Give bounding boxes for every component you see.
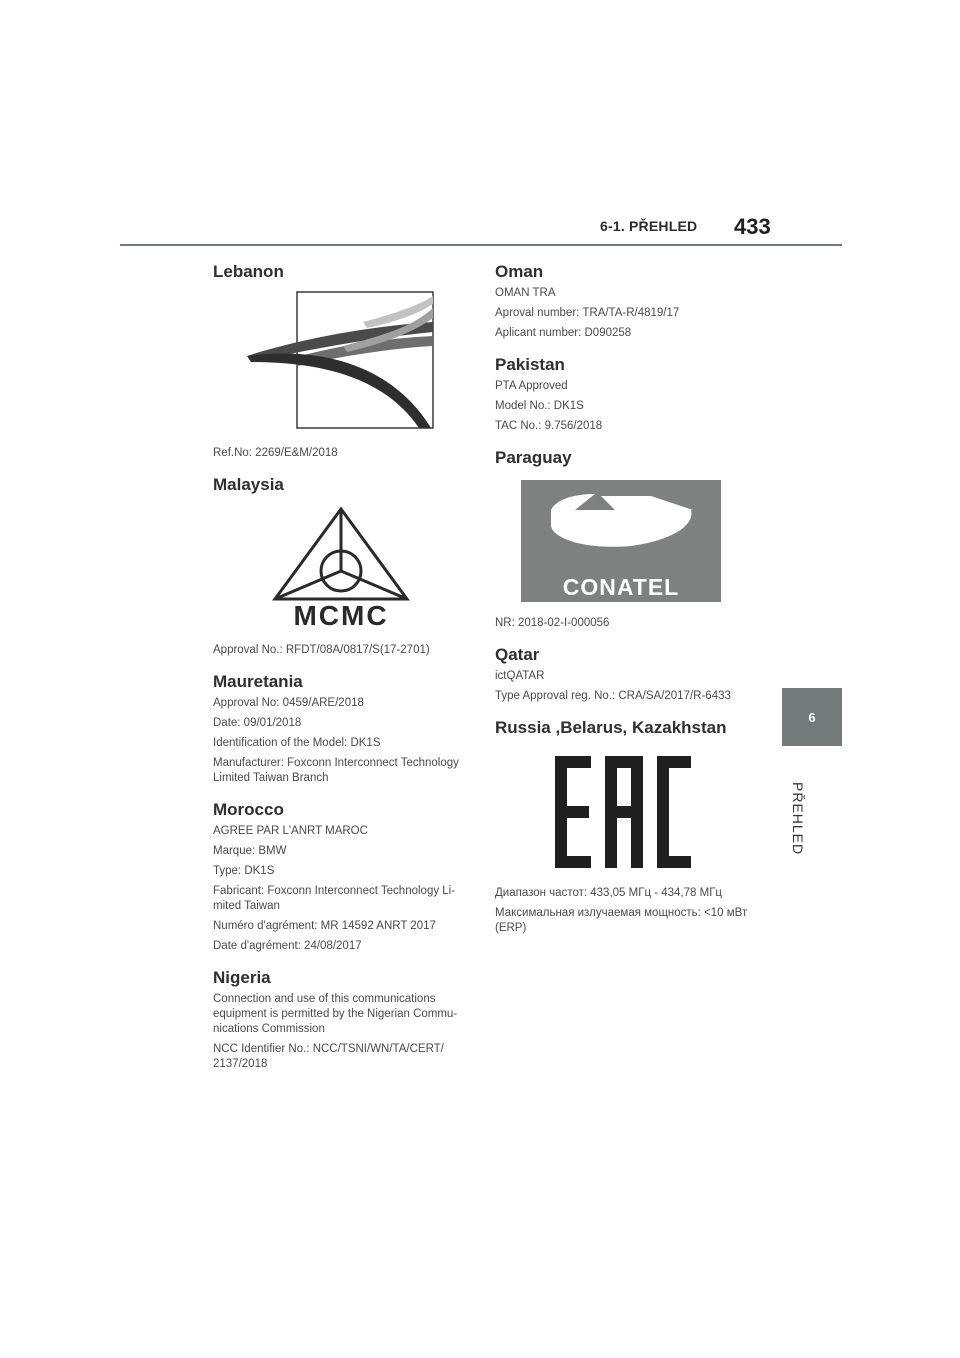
oman-tra: OMAN TRA [495,287,556,299]
eac-wordmark: EAC [495,746,498,747]
approval-number: Aproval number: TRA/TA-R/4819/17 [495,307,680,319]
model-id: Identification of the Model: DK1S [213,737,381,749]
section-heading: Russia ,Belarus, Kazakhstan [495,718,727,737]
section-heading: Pakistan [495,355,565,374]
approval-no: Approval No: 0459/ARE/2018 [213,697,364,709]
section-heading: Lebanon [213,262,284,281]
numero-agrement: Numéro d'agrément: MR 14592 ANRT 2017 [213,920,436,932]
agree-line: AGREE PAR L'ANRT MAROC [213,825,368,837]
section-morocco [213,800,471,954]
date: Date: 09/01/2018 [213,717,302,729]
page-number: 433 [734,214,771,239]
section-heading: Paraguay [495,448,572,467]
chapter-label: PŘEHLED [790,782,806,856]
date-agrement: Date d'agrément: 24/08/2017 [213,940,362,952]
conatel-logo [495,476,753,612]
ncc-statement: Connection and use of this communications equipment is permitted by the Nigerian Commu- nications Commission [213,993,458,1035]
marque: Marque: BMW [213,845,287,857]
pta-approved: PTA Approved [495,380,568,392]
fabricant: Fabricant: Foxconn Interconnect Technology Li- mited Taiwan [213,885,456,912]
section-heading: Qatar [495,645,540,664]
chapter-tab[interactable] [782,688,842,746]
frequency-range: Диапазон частот: 433,05 МГц - 434,78 МГц [495,887,723,899]
section-oman [495,262,753,341]
tac-no: TAC No.: 9.756/2018 [495,420,603,432]
section-mauretania [213,672,471,786]
section-title: 6-1. PŘEHLED [600,218,698,234]
section-nigeria [213,968,471,1072]
type-approval-reg: Type Approval reg. No.: CRA/SA/2017/R-6433 [495,690,731,702]
section-heading: Mauretania [213,672,303,691]
section-paraguay [495,448,753,631]
section-malaysia [213,475,471,658]
left-column [213,262,471,1086]
type: Type: DK1S [213,865,275,877]
chapter-number: 6 [808,709,816,725]
max-power: Максимальная излучаемая мощность: <10 мВт (ERP) [495,907,748,934]
section-heading: Oman [495,262,544,281]
applicant-number: Aplicant number: D090258 [495,327,632,339]
nr-number: NR: 2018-02-I-000056 [495,617,610,629]
right-column [495,262,753,950]
approval-no: Approval No.: RFDT/08A/0817/S(17-2701) [213,644,430,656]
section-lebanon [213,262,471,461]
section-pakistan [495,355,753,434]
lebanon-tra-logo [213,286,471,436]
header-divider [120,244,842,246]
ncc-identifier: NCC Identifier No.: NCC/TSNI/WN/TA/CERT/ 2137/2018 [213,1043,444,1070]
mcmc-logo [213,499,471,629]
section-heading: Nigeria [213,968,271,987]
section-heading: Malaysia [213,475,284,494]
ict-qatar: ictQATAR [495,670,545,682]
conatel-wordmark: CONATEL [562,574,680,600]
ref-no: Ref.No: 2269/E&M/2018 [213,447,338,459]
section-russia-belarus-kazakhstan [495,718,753,936]
section-qatar [495,645,753,704]
model-no: Model No.: DK1S [495,400,584,412]
mcmc-wordmark: MCMC [293,600,389,629]
eac-logo [495,746,753,880]
manufacturer: Manufacturer: Foxconn Interconnect Technology Limited Taiwan Branch [213,757,459,784]
section-heading: Morocco [213,800,284,819]
